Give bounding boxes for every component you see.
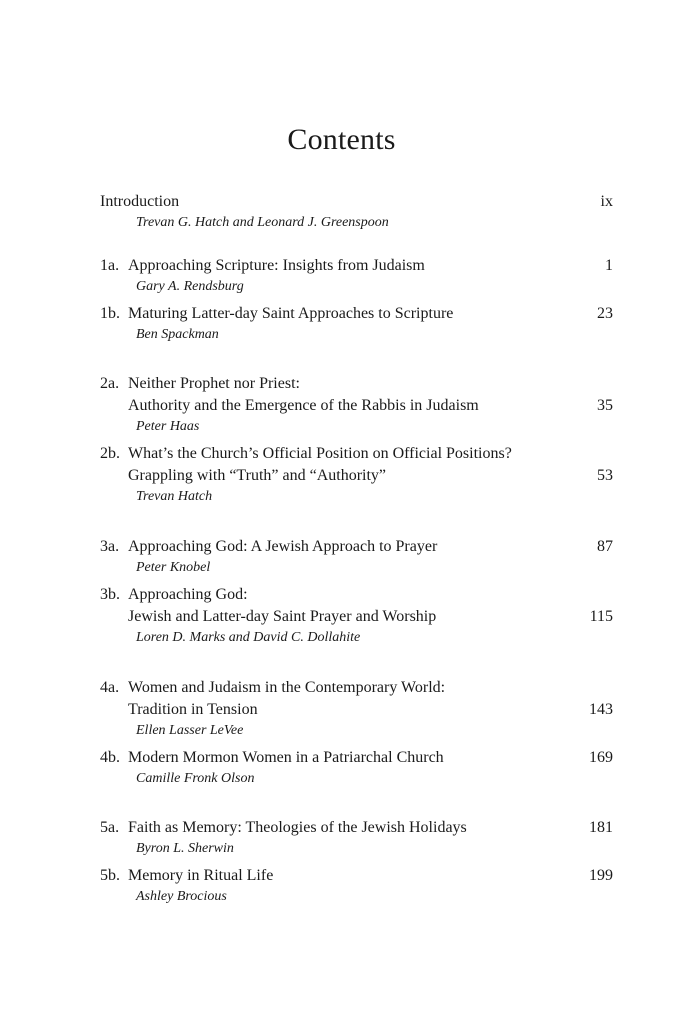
toc-entry-1a: [100, 255, 613, 297]
toc-entry-page: 87: [597, 538, 613, 555]
toc-entry-introduction: [100, 191, 613, 233]
toc-entry-title-line: [100, 303, 613, 325]
toc-entry-title-line: [100, 865, 613, 887]
toc-entry-author: Peter Knobel: [136, 560, 211, 575]
toc-entry-5a: [100, 817, 613, 859]
toc-entry-title: Approaching God: A Jewish Approach to Prayer: [128, 538, 438, 555]
toc-entry-author: Peter Haas: [136, 419, 200, 434]
toc-entry-author: Byron L. Sherwin: [136, 841, 234, 856]
toc-entry-4b: [100, 747, 613, 789]
toc-entry-number: 2b.: [100, 445, 120, 462]
toc-entry-page: 1: [605, 257, 613, 274]
toc-entry-title: Authority and the Emergence of the Rabbis in Judaism: [128, 397, 479, 414]
toc-entry-title: Modern Mormon Women in a Patriarchal Church: [128, 749, 444, 766]
toc-entry-number: 2a.: [100, 375, 120, 392]
toc-entry-number: 1b.: [100, 305, 120, 322]
toc-entry-author: Trevan Hatch: [136, 489, 213, 504]
toc-entry-author: Ashley Brocious: [136, 889, 227, 904]
toc-entry-title-line: [100, 255, 613, 277]
toc-entry-number: 5b.: [100, 867, 120, 884]
toc-entry-2a: [100, 373, 613, 437]
toc-entry-title-line: [100, 191, 613, 213]
toc-entry-title-line: [100, 395, 613, 417]
toc-entry-number: 4a.: [100, 679, 120, 696]
toc-entry-page: 199: [589, 867, 613, 884]
toc-entry-title-line: [100, 536, 613, 558]
toc-entry-author: Ben Spackman: [136, 327, 219, 342]
toc-entry-title-line: [100, 584, 613, 606]
toc-entry-number: 3a.: [100, 538, 120, 555]
toc-entry-title: What’s the Church’s Official Position on Official Positions?: [128, 445, 512, 462]
toc-entry-page: 53: [597, 467, 613, 484]
toc-entry-1b: [100, 303, 613, 345]
toc-entry-page: ix: [600, 193, 613, 210]
toc-entry-author: Camille Fronk Olson: [136, 771, 255, 786]
toc-entry-title-line: [100, 699, 613, 721]
toc-entry-title: Introduction: [100, 193, 180, 210]
toc-entry-title-line: [100, 373, 613, 395]
toc-entry-number: 1a.: [100, 257, 120, 274]
toc-entry-title: Women and Judaism in the Contemporary World:: [128, 679, 446, 696]
toc-entry-title: Memory in Ritual Life: [128, 867, 274, 884]
toc-entry-title-line: [100, 465, 613, 487]
toc-entry-number: 5a.: [100, 819, 120, 836]
toc-entry-page: 143: [589, 701, 613, 718]
toc-entry-5b: [100, 865, 613, 907]
toc-entry-number: 4b.: [100, 749, 120, 766]
toc-entry-page: 181: [589, 819, 613, 836]
toc-entry-author: Ellen Lasser LeVee: [136, 723, 244, 738]
toc-entry-number: 3b.: [100, 586, 120, 603]
toc-entry-title-line: [100, 677, 613, 699]
toc-entry-title: Jewish and Latter-day Saint Prayer and Worship: [128, 608, 437, 625]
toc-entry-3b: [100, 584, 613, 648]
toc-entry-title-line: [100, 817, 613, 839]
toc-entry-3a: [100, 536, 613, 578]
toc-entry-title-line: [100, 443, 613, 465]
page-title: Contents: [287, 123, 396, 156]
toc-entry-title: Tradition in Tension: [128, 701, 258, 718]
toc-entry-page: 23: [597, 305, 613, 322]
toc-entry-page: 169: [589, 749, 613, 766]
toc-entry-author: Trevan G. Hatch and Leonard J. Greenspoon: [136, 215, 389, 230]
toc-entry-title-line: [100, 747, 613, 769]
toc-entry-2b: [100, 443, 613, 507]
toc-entry-title: Neither Prophet nor Priest:: [128, 375, 300, 392]
toc-entry-page: 115: [589, 608, 613, 625]
toc-entry-title-line: [100, 606, 613, 628]
toc-entry-title: Approaching Scripture: Insights from Judaism: [128, 257, 425, 274]
toc-entry-title: Grappling with “Truth” and “Authority”: [128, 467, 387, 484]
toc-entry-title: Maturing Latter-day Saint Approaches to Scripture: [128, 305, 454, 322]
toc-entry-author: Loren D. Marks and David C. Dollahite: [136, 630, 361, 645]
toc-entry-4a: [100, 677, 613, 741]
toc-entry-title: Faith as Memory: Theologies of the Jewish Holidays: [128, 819, 467, 836]
toc-entry-title: Approaching God:: [128, 586, 248, 603]
toc-entry-page: 35: [597, 397, 613, 414]
toc-entry-author: Gary A. Rendsburg: [136, 279, 244, 294]
